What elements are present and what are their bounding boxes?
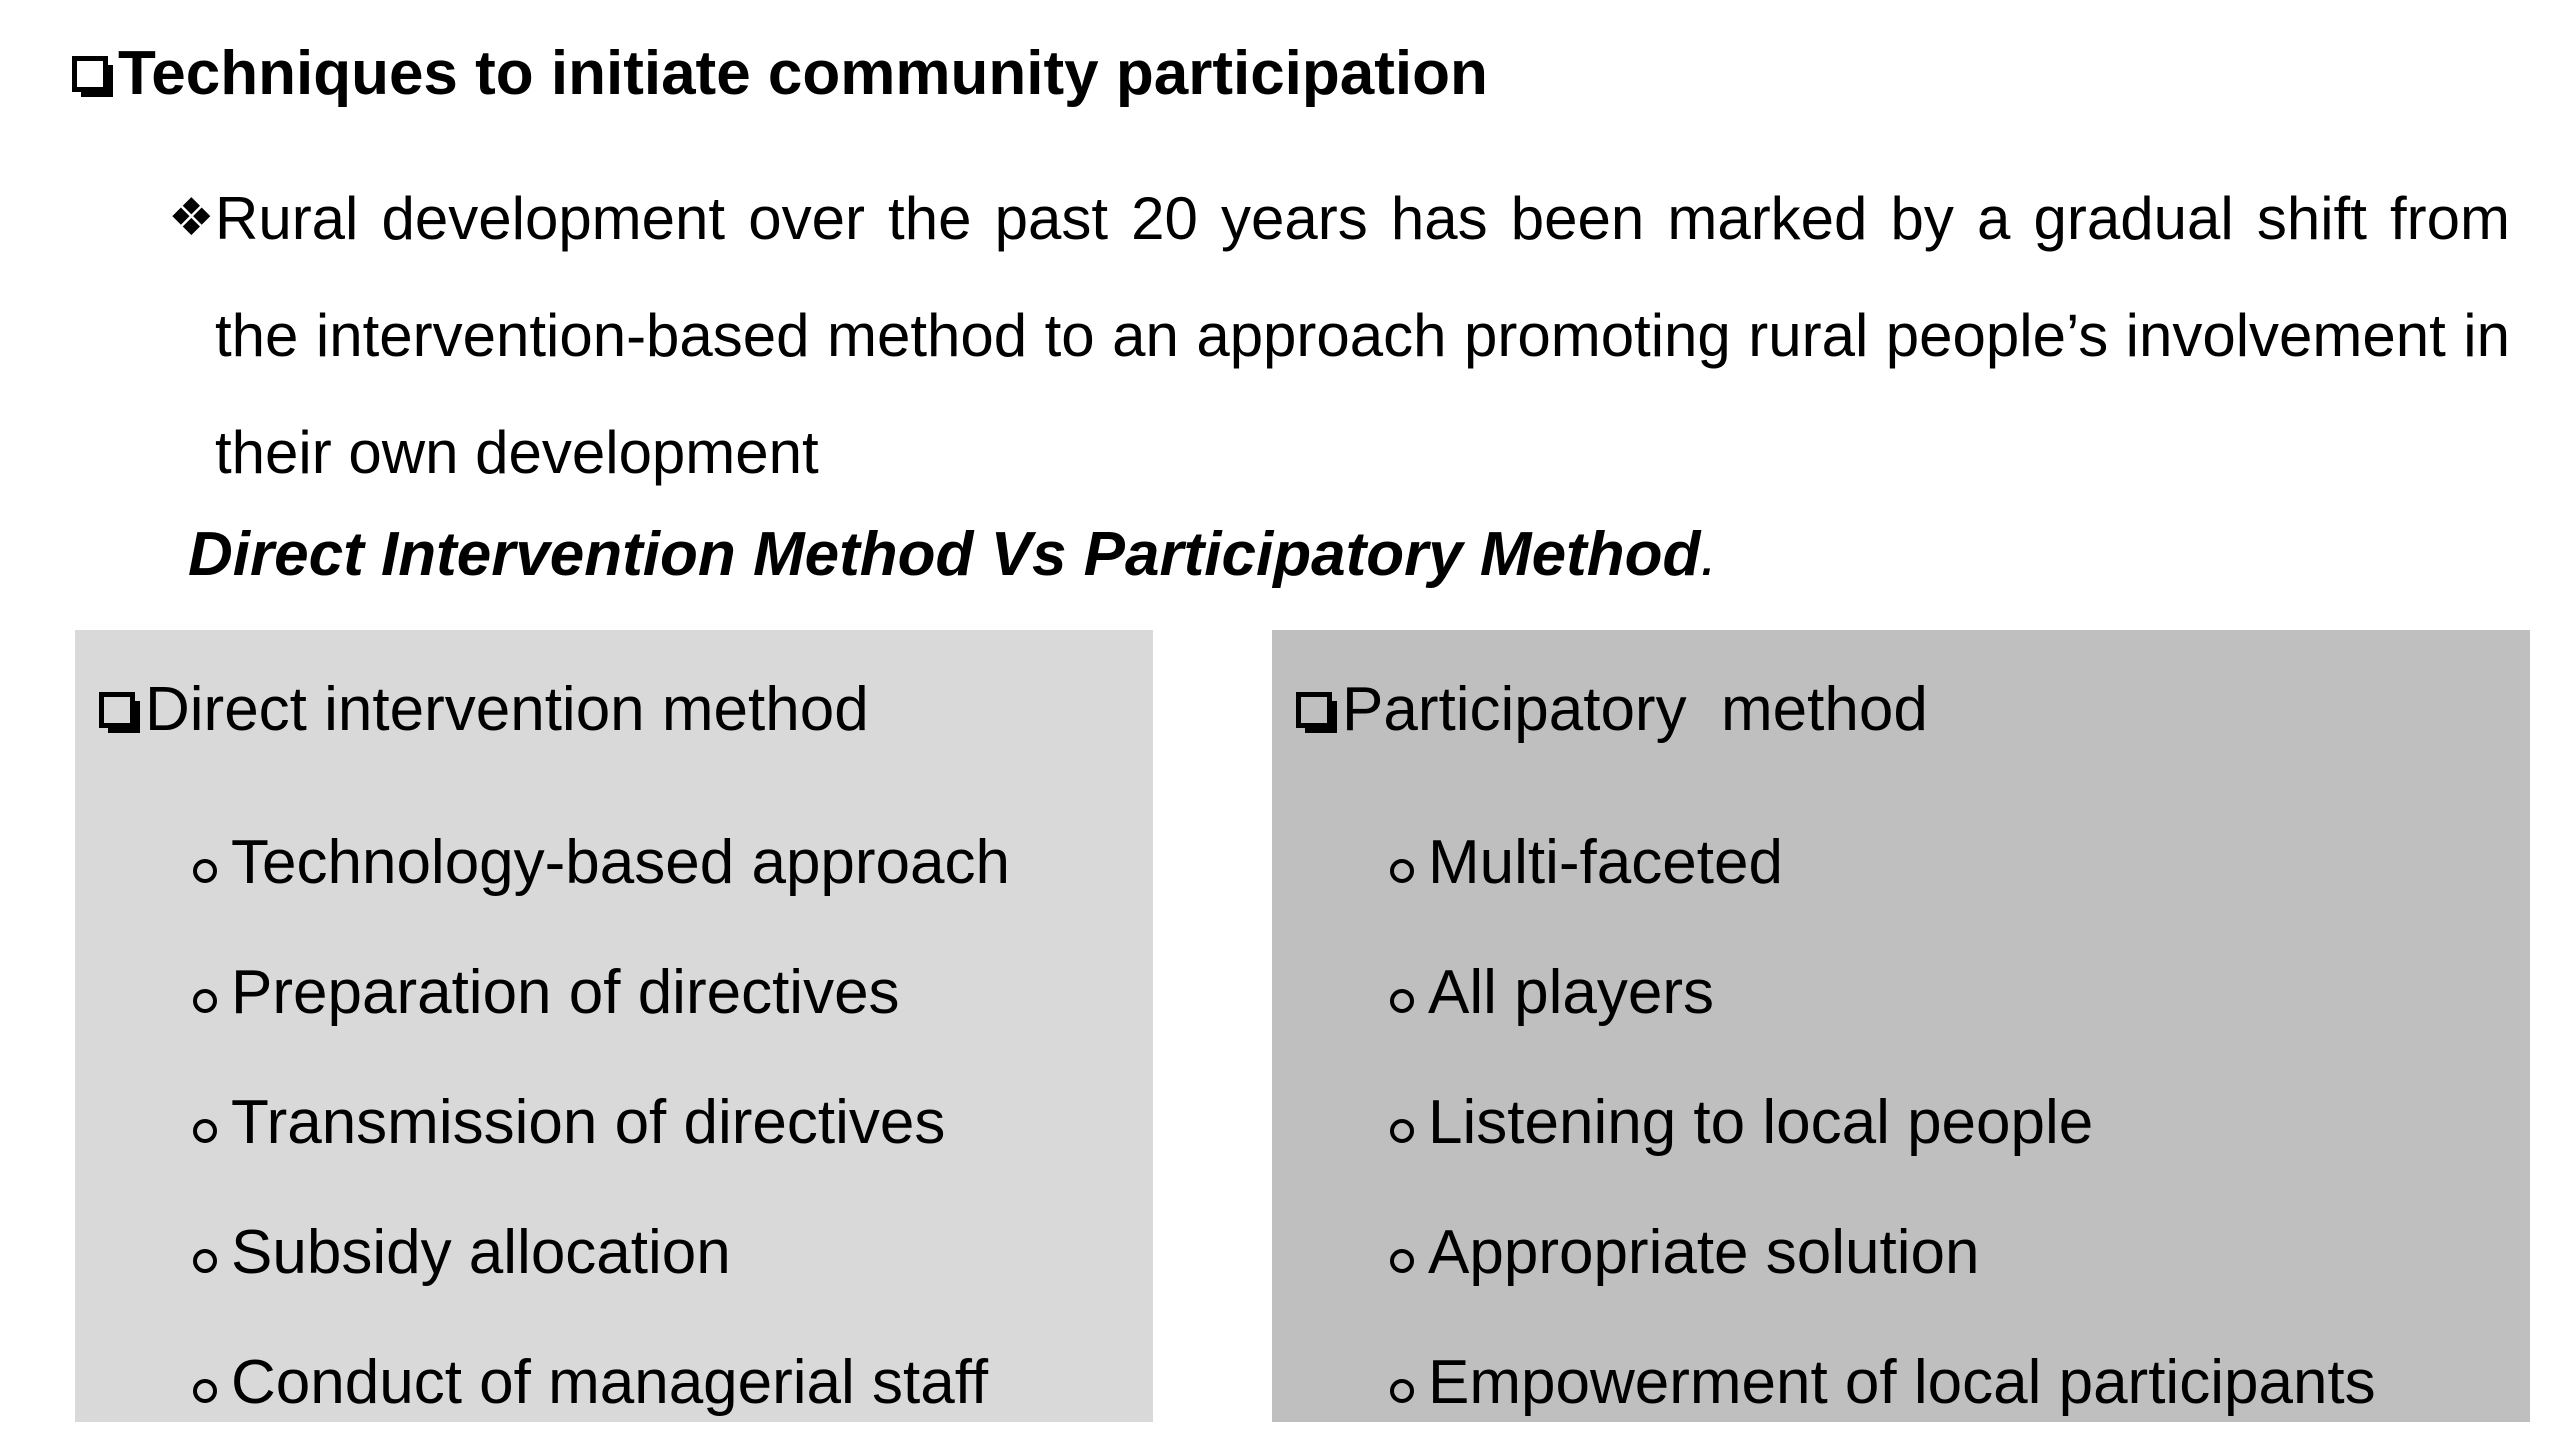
list-item-text: Preparation of directives bbox=[231, 958, 900, 1027]
list-item-text: Listening to local people bbox=[1428, 1088, 2094, 1157]
list-item bbox=[1390, 1188, 2376, 1318]
list-item-text: Empowerment of local participants bbox=[1428, 1348, 2376, 1417]
hollow-circle-icon bbox=[193, 859, 217, 883]
list-item bbox=[193, 1318, 1010, 1440]
participatory-heading-text: Participatory method bbox=[1342, 675, 1928, 744]
list-item bbox=[1390, 928, 2376, 1058]
comparison-subtitle bbox=[188, 515, 1718, 595]
slide-title-text: Techniques to initiate community participation bbox=[118, 39, 1488, 108]
hollow-circle-icon bbox=[1390, 1119, 1414, 1143]
direct-intervention-heading-text: Direct intervention method bbox=[145, 675, 869, 744]
list-item bbox=[1390, 1058, 2376, 1188]
list-item-text: Conduct of managerial staff bbox=[231, 1348, 989, 1417]
list-item bbox=[193, 798, 1010, 928]
list-item-text: Transmission of directives bbox=[231, 1088, 946, 1157]
list-item-text: Multi-faceted bbox=[1428, 828, 1783, 897]
hollow-circle-icon bbox=[1390, 859, 1414, 883]
list-item bbox=[193, 1188, 1010, 1318]
list-item bbox=[193, 928, 1010, 1058]
hollow-circle-icon bbox=[1390, 1379, 1414, 1403]
participatory-heading bbox=[1296, 670, 1928, 750]
checkbox-square-icon bbox=[99, 692, 135, 728]
direct-intervention-heading bbox=[99, 670, 869, 750]
list-item-text: Technology-based approach bbox=[231, 828, 1010, 897]
direct-intervention-panel bbox=[75, 630, 1153, 1422]
checkbox-square-icon bbox=[1296, 692, 1332, 728]
hollow-circle-icon bbox=[193, 1249, 217, 1273]
slide-title bbox=[72, 38, 1488, 110]
hollow-circle-icon bbox=[193, 1379, 217, 1403]
list-item-text: Subsidy allocation bbox=[231, 1218, 731, 1287]
comparison-subtitle-period: . bbox=[1700, 520, 1718, 589]
hollow-circle-icon bbox=[193, 1119, 217, 1143]
intro-paragraph-text: Rural development over the past 20 years has been marked by a gradual shift from the intervention-based method to an approach promoting rural people’s involvement in their own development bbox=[215, 185, 2510, 486]
hollow-circle-icon bbox=[1390, 989, 1414, 1013]
participatory-panel bbox=[1272, 630, 2530, 1422]
four-diamond-icon: ❖ bbox=[168, 189, 215, 247]
hollow-circle-icon bbox=[193, 989, 217, 1013]
hollow-circle-icon bbox=[1390, 1249, 1414, 1273]
list-item bbox=[193, 1058, 1010, 1188]
direct-intervention-list bbox=[193, 798, 1010, 1440]
list-item bbox=[1390, 1318, 2376, 1440]
list-item-text: Appropriate solution bbox=[1428, 1218, 1980, 1287]
list-item bbox=[1390, 798, 2376, 928]
list-item-text: All players bbox=[1428, 958, 1714, 1027]
comparison-subtitle-text: Direct Intervention Method Vs Participatory Method bbox=[188, 520, 1701, 589]
checkbox-square-icon bbox=[72, 56, 108, 92]
intro-paragraph bbox=[170, 160, 2510, 511]
participatory-list bbox=[1390, 798, 2376, 1440]
